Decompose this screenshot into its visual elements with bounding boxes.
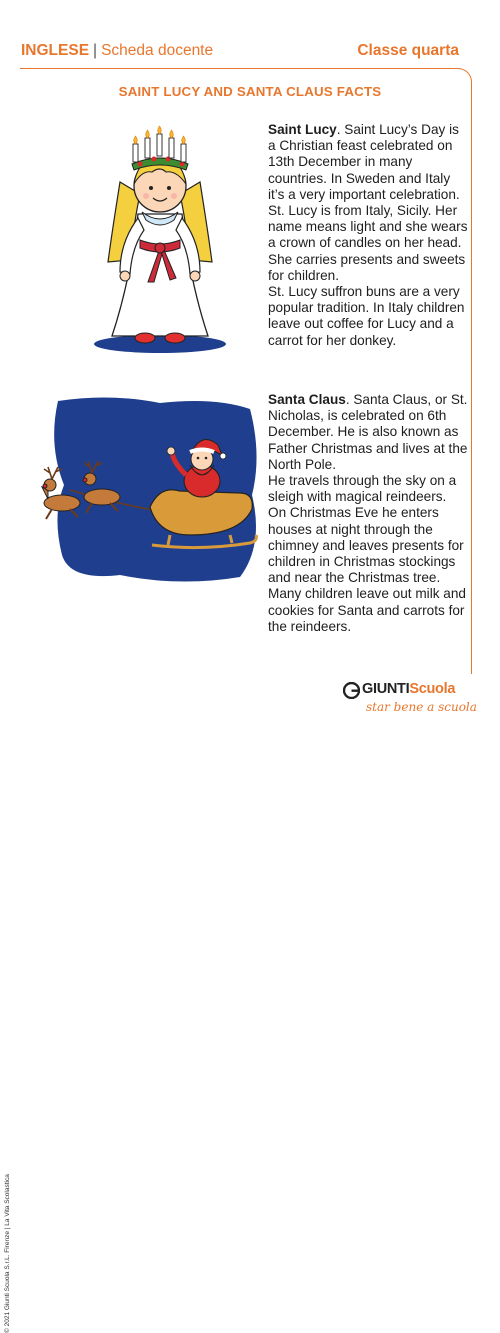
logo-brand [362, 681, 455, 697]
santa-claus-text: . Santa Claus, or St. Nicholas, is celebrated on 6th December. He is also known as Father Christmas and lives at the North Pole. [268, 392, 468, 472]
saint-lucy-heading: Saint Lucy [268, 122, 337, 137]
saint-lucy-text: . Saint Lucy’s Day is a Christian feast celebrated on 13th December in many countries. In Sweden and Italy it’s a very important celebration. St. Lucy is from Italy, Sicily. Her name means light and she wears a crown of candles on her head. She carries presents and sweets for children. [268, 122, 468, 283]
logo-tagline: star bene a scuola [366, 700, 477, 714]
logo-brand-giunti: GIUNTI [362, 681, 410, 697]
santa-claus-heading: Santa Claus [268, 392, 346, 407]
saint-lucy-paragraph [268, 122, 468, 349]
giunti-logo-icon [343, 682, 360, 699]
saint-lucy-text-2: St. Lucy suffron buns are a very popular tradition. In Italy children leave out coffee for Lucy and a carrot for her donkey. [268, 284, 465, 348]
santa-claus-paragraph [268, 392, 468, 635]
header-left [21, 42, 213, 60]
saint-lucy-illustration [90, 122, 230, 354]
page-title: SAINT LUCY AND SANTA CLAUS FACTS [118, 84, 382, 99]
subject-label: INGLESE [21, 42, 90, 59]
grade-label: Classe quarta [357, 42, 459, 59]
logo-brand-scuola: Scuola [409, 681, 456, 697]
sheet-type-label: Scheda docente [101, 42, 214, 59]
santa-claus-text-3: Many children leave out milk and cookies for Santa and carrots for the reindeers. [268, 586, 466, 634]
santa-sleigh-illustration [40, 395, 265, 585]
santa-claus-text-2: He travels through the sky on a sleigh with magical reindeers. On Christmas Eve he enters houses at night through the chimney and leaves presents for children in Christmas stockings and near the Christmas tree. [268, 473, 464, 586]
publisher-logo [340, 681, 480, 721]
header-separator: | [93, 42, 98, 59]
